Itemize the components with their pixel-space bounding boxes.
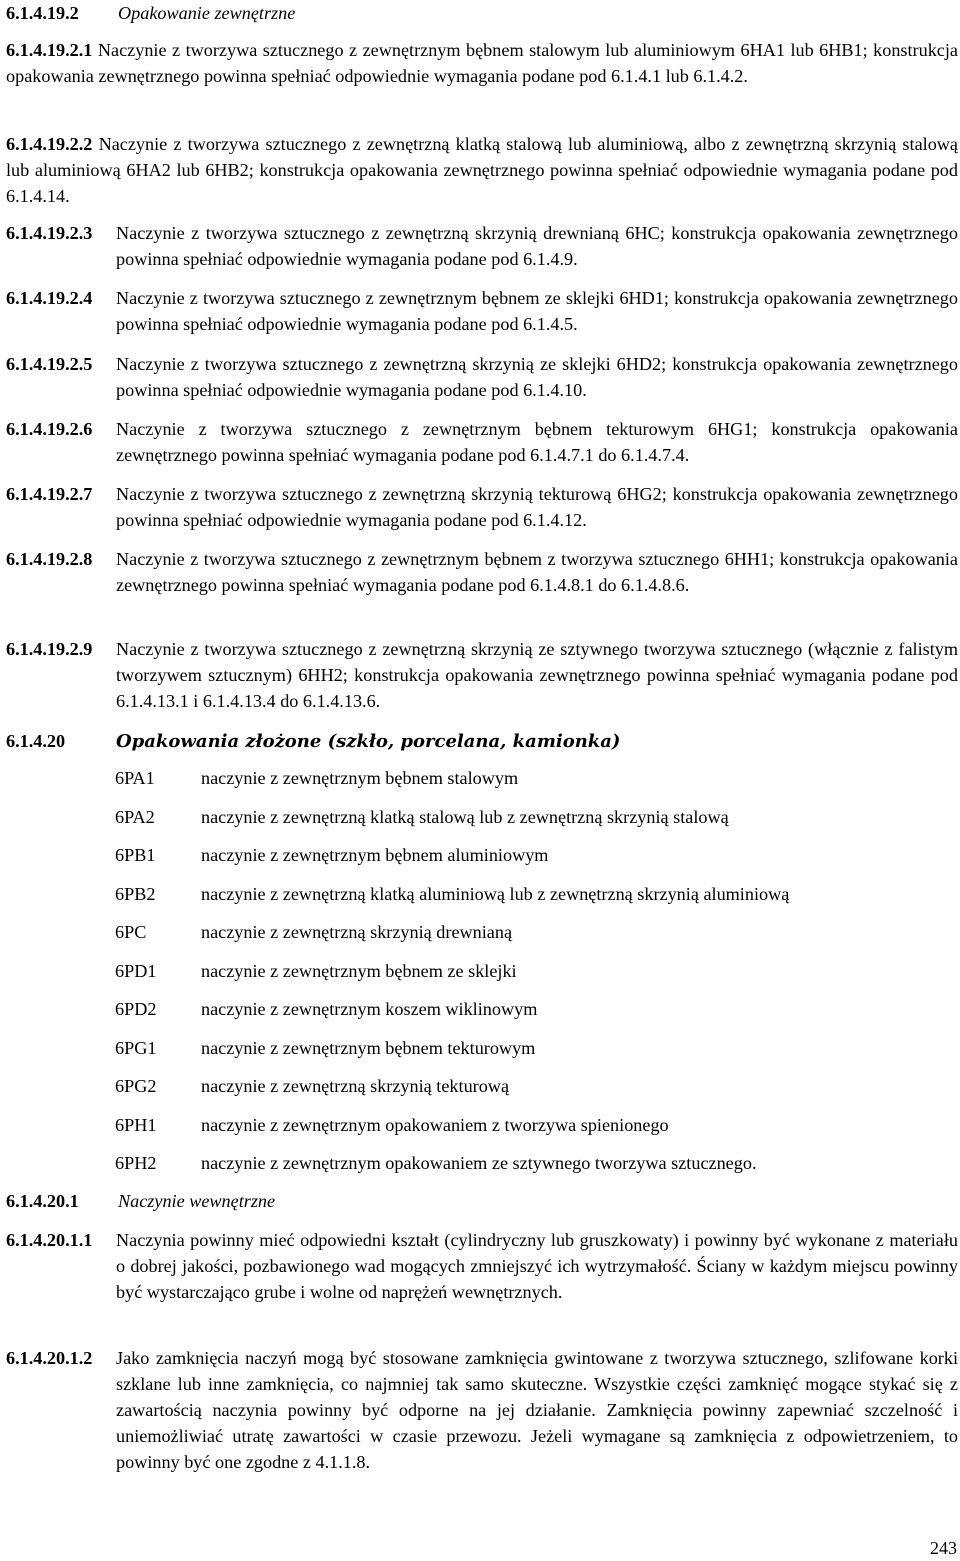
code-label: 6PG2 — [115, 1076, 157, 1096]
section-heading-6-1-4-20-1 — [6, 1188, 275, 1214]
paragraph-number: 6.1.4.19.2.4 — [6, 288, 93, 308]
list-item — [115, 919, 955, 958]
paragraph-6-1-4-19-2-4 — [6, 285, 958, 337]
list-item — [115, 1150, 955, 1189]
paragraph-number: 6.1.4.19.2.8 — [6, 549, 93, 569]
paragraph-6-1-4-19-2-3 — [6, 220, 958, 272]
paragraph-6-1-4-20-1-2 — [6, 1345, 958, 1475]
paragraph-text: Jako zamknięcia naczyń mogą być stosowane zamknięcia gwintowane z tworzywa sztucznego, szlifowane korki szklane lub inne zamknięcia, co najmniej tak samo skuteczne. Wszystkie części zamknięć mogące stykać się z zawartością naczynia powinny być odporne na jej działanie. Zamknięcia powinny zapewniać szczelność i uniemożliwiać utratę zawartości w czasie przewozu. Jeżeli wymagane są zamknięcia z odpowietrzeniem, to powinny być one zgodne z 4.1.1.8. — [116, 1348, 958, 1472]
section-number: 6.1.4.20.1 — [6, 1191, 79, 1211]
paragraph-text: Naczynie z tworzywa sztucznego z zewnętrzną skrzynią tekturową 6HG2; konstrukcja opakowania zewnętrznego powinna spełniać odpowiednie wymagania podane pod 6.1.4.12. — [116, 484, 958, 530]
paragraph-6-1-4-19-2-1 — [6, 37, 958, 89]
paragraph-6-1-4-19-2-2 — [6, 131, 958, 209]
list-item — [115, 1035, 955, 1074]
paragraph-text: Naczynie z tworzywa sztucznego z zewnętrznym bębnem stalowym lub aluminiowym 6HA1 lub 6HB1; konstrukcja opakowania zewnętrznego powinna spełniać odpowiednie wymagania podane pod 6.1.4.1 lub 6.1.4.2. — [6, 40, 958, 86]
code-label: 6PH1 — [115, 1114, 157, 1135]
code-description: naczynie z zewnętrzną klatką aluminiową lub z zewnętrzną skrzynią aluminiową — [201, 883, 790, 904]
code-label: 6PC — [115, 922, 147, 942]
section-heading-6-1-4-20 — [6, 728, 620, 755]
paragraph-number: 6.1.4.19.2.5 — [6, 354, 93, 374]
section-number: 6.1.4.19.2 — [6, 3, 79, 23]
paragraph-number: 6.1.4.20.1.1 — [6, 1230, 93, 1250]
paragraph-number: 6.1.4.19.2.2 — [6, 134, 99, 154]
section-title: Naczynie wewnętrzne — [118, 1191, 276, 1211]
page-number: 243 — [930, 1538, 957, 1558]
paragraph-number: 6.1.4.19.2.6 — [6, 419, 93, 439]
list-item — [115, 804, 955, 843]
paragraph-6-1-4-19-2-8 — [6, 546, 958, 598]
paragraph-number: 6.1.4.20.1.2 — [6, 1348, 93, 1368]
paragraph-number: 6.1.4.19.2.3 — [6, 223, 93, 243]
code-label: 6PB2 — [115, 883, 156, 904]
code-label: 6PA2 — [115, 806, 155, 827]
section-heading-6-1-4-19-2 — [6, 0, 295, 26]
list-item — [115, 996, 955, 1035]
list-item — [115, 1112, 955, 1151]
paragraph-number: 6.1.4.19.2.1 — [6, 40, 98, 60]
paragraph-number: 6.1.4.19.2.7 — [6, 484, 93, 504]
paragraph-text: Naczynie z tworzywa sztucznego z zewnętrznym bębnem tekturowym 6HG1; konstrukcja opakowania zewnętrznego powinna spełniać wymagania podane pod 6.1.4.7.1 do 6.1.4.7.4. — [116, 419, 958, 465]
section-title: Opakowanie zewnętrzne — [118, 3, 296, 23]
code-label: 6PH2 — [115, 1153, 157, 1173]
code-label: 6PG1 — [115, 1037, 157, 1058]
list-item — [115, 1073, 955, 1112]
paragraph-text: Naczynie z tworzywa sztucznego z zewnętrzną skrzynią drewnianą 6HC; konstrukcja opakowania zewnętrznego powinna spełniać odpowiednie wymagania podane pod 6.1.4.9. — [116, 223, 958, 269]
code-description: naczynie z zewnętrznym opakowaniem z tworzywa spienionego — [201, 1114, 669, 1135]
paragraph-text: Naczynie z tworzywa sztucznego z zewnętrznym bębnem z tworzywa sztucznego 6HH1; konstrukcja opakowania zewnętrznego powinna spełniać wymagania podane pod 6.1.4.8.1 do 6.1.4.8.6. — [116, 549, 958, 595]
section-title: Opakowania złożone (szkło, porcelana, kamionka) — [116, 731, 621, 752]
list-item — [115, 842, 955, 881]
paragraph-text: Naczynia powinny mieć odpowiedni kształt (cylindryczny lub gruszkowaty) i powinny być wykonane z materiału o dobrej jakości, pozbawionego wad mogących zmniejszyć ich wytrzymałość. Ściany w każdym miejscu powinny być wystarczająco grube i wolne od naprężeń wewnętrznych. — [116, 1230, 958, 1302]
code-description: naczynie z zewnętrznym bębnem aluminiowym — [201, 845, 549, 865]
code-label: 6PD2 — [115, 999, 157, 1019]
code-description: naczynie z zewnętrznym opakowaniem ze sztywnego tworzywa sztucznego. — [201, 1153, 757, 1173]
code-description: naczynie z zewnętrzną klatką stalową lub z zewnętrzną skrzynią stalową — [201, 806, 729, 827]
paragraph-6-1-4-20-1-1 — [6, 1227, 958, 1305]
paragraph-6-1-4-19-2-5 — [6, 351, 958, 403]
list-item — [115, 958, 955, 997]
list-item — [115, 881, 955, 920]
code-label: 6PB1 — [115, 845, 156, 865]
code-label: 6PD1 — [115, 960, 157, 981]
paragraph-6-1-4-19-2-7 — [6, 481, 958, 533]
paragraph-text: Naczynie z tworzywa sztucznego z zewnętrzną klatką stalową lub aluminiową, albo z zewnętrzną skrzynią stalową lub aluminiową 6HA2 lub 6HB2; konstrukcja opakowania zewnętrznego powinna spełniać odpowiednie wymagania podane pod 6.1.4.14. — [6, 134, 958, 206]
code-description: naczynie z zewnętrznym bębnem stalowym — [201, 768, 519, 788]
code-description: naczynie z zewnętrzną skrzynią tekturową — [201, 1076, 510, 1096]
code-description: naczynie z zewnętrznym koszem wiklinowym — [201, 999, 538, 1019]
paragraph-6-1-4-19-2-6 — [6, 416, 958, 468]
paragraph-text: Naczynie z tworzywa sztucznego z zewnętrzną skrzynią ze sztywnego tworzywa sztucznego (włącznie z falistym tworzywem sztucznym) 6HH2; konstrukcja opakowania zewnętrznego powinna spełniać wymagania podane pod 6.1.4.13.1 i 6.1.4.13.4 do 6.1.4.13.6. — [116, 639, 958, 711]
list-item — [115, 765, 955, 804]
packaging-code-list — [115, 765, 955, 1189]
paragraph-text: Naczynie z tworzywa sztucznego z zewnętrzną skrzynią ze sklejki 6HD2; konstrukcja opakowania zewnętrznego powinna spełniać odpowiednie wymagania podane pod 6.1.4.10. — [116, 354, 958, 400]
code-label: 6PA1 — [115, 768, 155, 788]
code-description: naczynie z zewnętrznym bębnem ze sklejki — [201, 960, 517, 981]
code-description: naczynie z zewnętrznym bębnem tekturowym — [201, 1037, 536, 1058]
paragraph-text: Naczynie z tworzywa sztucznego z zewnętrznym bębnem ze sklejki 6HD1; konstrukcja opakowania zewnętrznego powinna spełniać odpowiednie wymagania podane pod 6.1.4.5. — [116, 288, 958, 334]
code-description: naczynie z zewnętrzną skrzynią drewnianą — [201, 922, 513, 942]
paragraph-6-1-4-19-2-9 — [6, 636, 958, 714]
section-number: 6.1.4.20 — [6, 731, 66, 751]
paragraph-number: 6.1.4.19.2.9 — [6, 639, 93, 659]
